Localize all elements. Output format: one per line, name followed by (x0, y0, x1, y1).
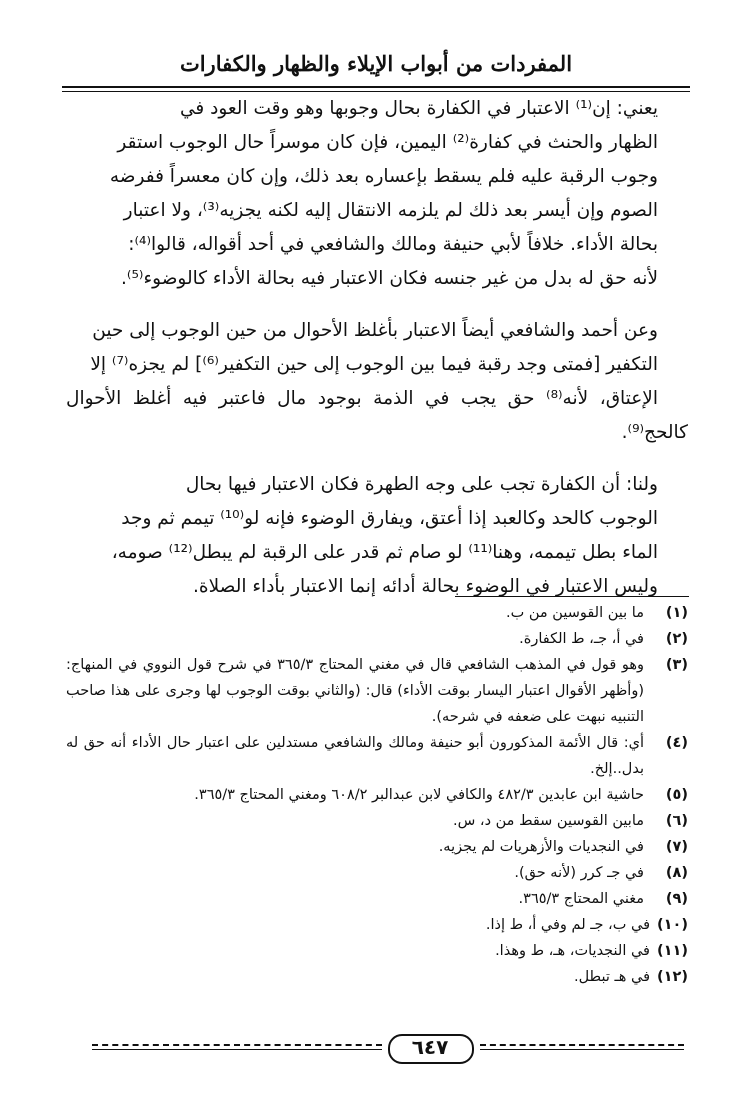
footnote (66, 808, 688, 834)
text-line: بحالة الأداء. خلافاً لأبي حنيفة ومالك والشافعي في أحد أقواله، قالوا⁽⁴⁾: (128, 234, 658, 255)
text-line: الإعتاق، لأنه⁽⁸⁾ حق يجب في الذمة بوجود مال فاعتبر فيه أغلظ الأحوال كالحج⁽⁹⁾. (66, 388, 688, 443)
text-line: لأنه حق له بدل من غير جنسه فكان الاعتبار فيه بحالة الأداء كالوضوء⁽⁵⁾. (121, 268, 658, 289)
paragraph-3 (66, 468, 688, 604)
footnote-separator (455, 596, 689, 597)
footnote-text: في أ، جـ، ط الكفارة. (519, 631, 644, 647)
footnote-number: (١) (665, 605, 688, 621)
footnote-number: (١٠) (657, 917, 688, 933)
footnote-number: (٧) (665, 839, 688, 855)
page-footer (62, 1032, 690, 1066)
footnote-text: وهو قول في المذهب الشافعي قال في مغني المحتاج ٣٦٥/٣ في شرح قول النووي في المنهاج: (وأظهر الأقوال اعتبار اليسار بوقت الأداء) قال: (والثاني بوقت الوجوب لها وجرى على هذا صاحب التنبيه نبهت على ضعفه في شرحه). (66, 657, 644, 725)
footer-rule-right (480, 1044, 684, 1046)
footer-rule-left-thin (92, 1049, 382, 1050)
footnotes (66, 600, 688, 990)
text-line: ولنا: أن الكفارة تجب على وجه الطهرة فكان الاعتبار فيها بحال (185, 474, 658, 495)
footnote-number: (٨) (665, 865, 688, 881)
footnote-number: (٤) (665, 735, 688, 751)
footnote-number: (٣) (665, 657, 688, 673)
footnote-text: مغني المحتاج ٣٦٥/٣. (518, 891, 644, 907)
header-rule-thick (62, 86, 690, 88)
footnote (66, 938, 688, 964)
footnote (66, 964, 688, 990)
footnote-text: أي: قال الأئمة المذكورون أبو حنيفة ومالك والشافعي مستدلين على اعتبار حال الأداء أنه حق له بدل..إلخ. (66, 735, 644, 777)
text-line: يعني: إن⁽¹⁾ الاعتبار في الكفارة بحال وجوبها وهو وقت العود في (179, 98, 658, 119)
main-text (66, 92, 688, 622)
text-line: الوجوب كالحد وكالعبد إذا أعتق، ويفارق الوضوء فإنه لو⁽¹⁰⁾ تيمم ثم وجد (121, 508, 658, 529)
footnote-number: (٦) (665, 813, 688, 829)
text-line: وعن أحمد والشافعي أيضاً الاعتبار بأغلظ الأحوال من حين الوجوب إلى حين (92, 320, 658, 341)
text-line: الصوم وإن أيسر بعد ذلك لم يلزمه الانتقال إليه لكنه يجزيه⁽³⁾، ولا اعتبار (123, 200, 658, 221)
footnote (66, 782, 688, 808)
footnote-text: في النجديات والأزهريات لم يجزيه. (438, 839, 644, 855)
paragraph-1 (66, 92, 688, 296)
running-header: المفردات من أبواب الإيلاء والظهار والكفارات (179, 51, 573, 76)
footnote-text: في النجديات، هـ، ط وهذا. (495, 943, 650, 959)
footnote-number: (١١) (657, 943, 688, 959)
footnote-text: حاشية ابن عابدين ٤٨٢/٣ والكافي لابن عبدالبر ٦٠٨/٢ ومغني المحتاج ٣٦٥/٣. (194, 787, 644, 803)
text-line: الماء بطل تيممه، وهنا⁽¹¹⁾ لو صام ثم قدر على الرقبة لم يبطل⁽¹²⁾ صومه، (111, 542, 658, 563)
footnote (66, 834, 688, 860)
text-line: التكفير [فمتى وجد رقبة فيما بين الوجوب إلى حين التكفير⁽⁶⁾] لم يجزه⁽⁷⁾ إلا (90, 354, 658, 375)
footnote (66, 886, 688, 912)
footnote-number: (٩) (665, 891, 688, 907)
footnote (66, 860, 688, 886)
footnote (66, 730, 688, 782)
footnote-text: ما بين القوسين من ب. (506, 605, 644, 621)
footnote-text: في ب، جـ لم وفي أ، ط إذا. (485, 917, 650, 933)
text-line: وجوب الرقبة عليه فلم يسقط بإعساره بعد ذلك، وإن كان معسراً ففرضه (109, 166, 658, 187)
footnote-text: في جـ كرر (لأنه حق). (514, 865, 644, 881)
footer-rule-left (92, 1044, 382, 1046)
footnote (66, 626, 688, 652)
footnote-text: مابين القوسين سقط من د، س. (452, 813, 644, 829)
text-line: الظهار والحنث في كفارة⁽²⁾ اليمين، فإن كان موسراً حال الوجوب استقر (117, 132, 658, 153)
footnote-number: (١٢) (657, 969, 688, 985)
footnote (66, 652, 688, 730)
text-line: وليس الاعتبار في الوضوء بحالة أدائه إنما الاعتبار بأداء الصلاة. (193, 576, 658, 597)
footnote (66, 600, 688, 626)
footnote-number: (٢) (665, 631, 688, 647)
footer-rule-right-thin (480, 1049, 684, 1050)
footnote (66, 912, 688, 938)
footnote-text: في هـ تبطل. (573, 969, 650, 985)
footnote-number: (٥) (665, 787, 688, 803)
paragraph-2 (66, 314, 688, 450)
page-number: ٦٤٧ (411, 1035, 449, 1059)
